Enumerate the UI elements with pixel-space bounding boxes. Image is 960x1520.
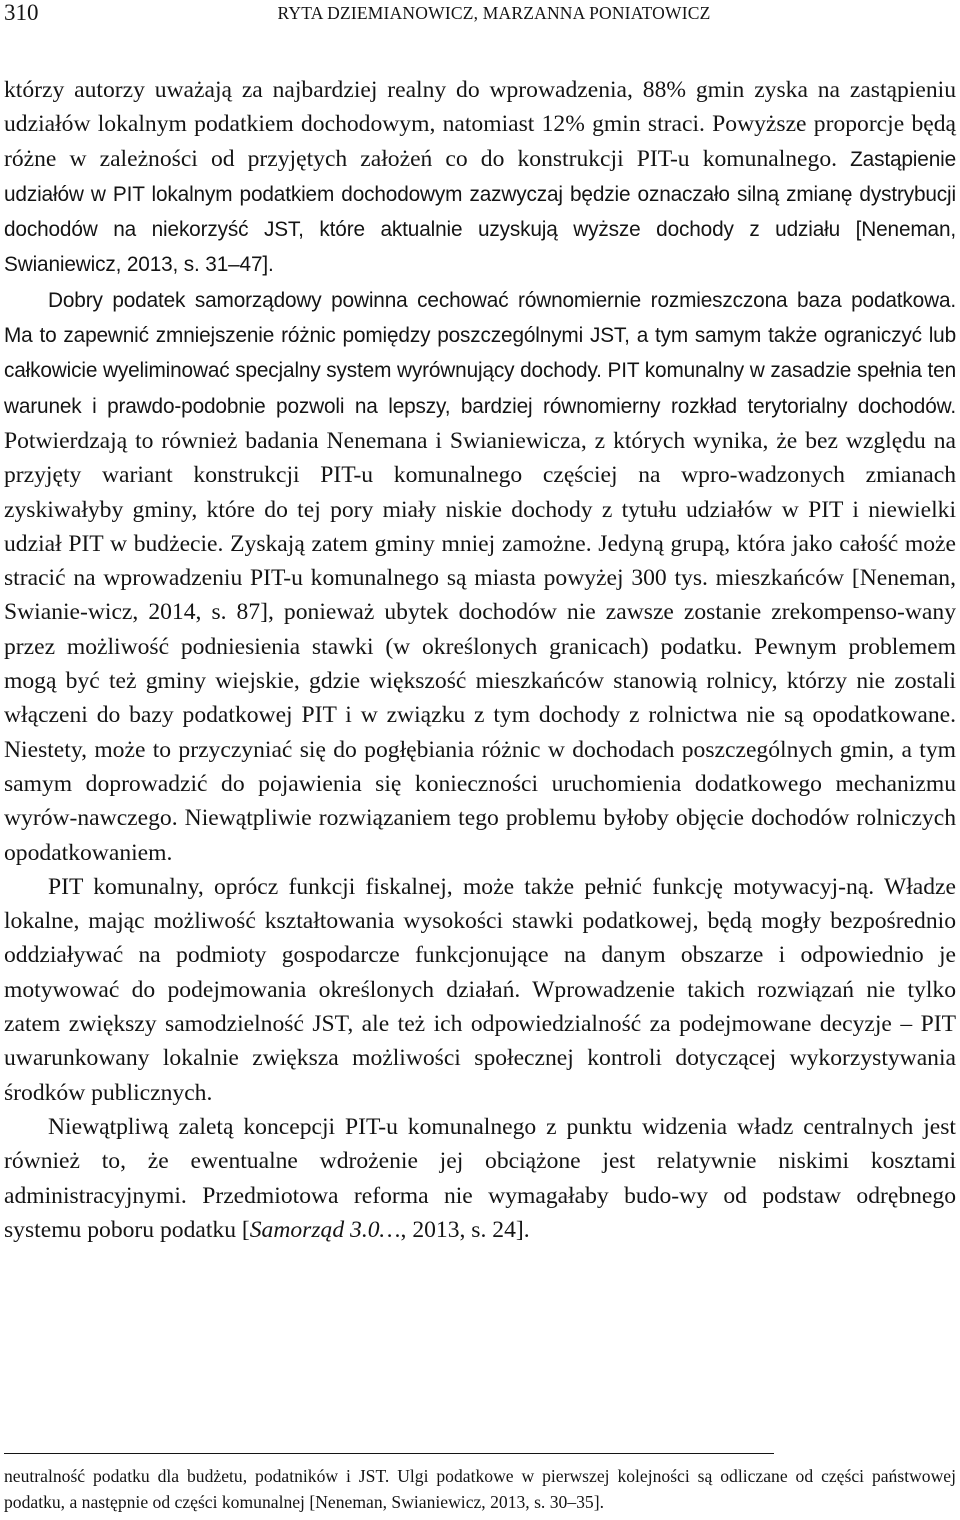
running-head: RYTA DZIEMIANOWICZ, MARZANNA PONIATOWICZ bbox=[277, 3, 711, 23]
citation-title: Samorząd 3.0… bbox=[249, 1216, 401, 1243]
footnote-separator bbox=[4, 1453, 774, 1454]
paragraph-1-sans-part: Zastąpienie udziałów w PIT lokalnym podatkiem dochodowym zazwyczaj będzie oznaczało silną zmianę dystrybucji dochodów na niekorzyść JST, które aktualnie uzyskują wyższe dochody z udziału [Neneman, Swianiewicz, 2013, s. 31–47]. bbox=[4, 147, 956, 277]
page-header bbox=[4, 0, 956, 28]
paragraph-1-serif-part: którzy autorzy uważają za najbardziej realny do wprowadzenia, 88% gmin zyska na zastąpieniu udziałów lokalnym podatkiem dochodowym, natomiast 12% gmin straci. Powyższe proporcje będą różne w zależności od przyjętych założeń co do konstrukcji PIT-u komunalnego. bbox=[4, 77, 956, 172]
paragraph-4 bbox=[4, 1110, 956, 1247]
paragraph-2-serif-part: Potwierdzają to również badania Nenemana i Swianiewicza, z których wynika, że bez względu na przyjęty wariant konstrukcji PIT-u komunalnego częściej na wpro-wadzonych zmianach zyskiwałyby gminy, które do tej pory miały niskie dochody z tytułu udziałów w PIT i niewielki udział PIT w budżecie. Zyskają zatem gminy mniej zamożne. Jedyną grupą, która jako całość może stracić na wprowadzeniu PIT-u komunalnego są miasta powyżej 300 tys. mieszkańców [Neneman, Swianie-wicz, 2014, s. 87], ponieważ ubytek dochodów nie zawsze zostanie zrekompenso-wany przez możliwość podniesienia stawki (w określonych granicach) podatku. Pewnym problemem mogą być też gminy wiejskie, gdzie większość mieszkańców stanowią rolnicy, którzy nie zostali włączeni do bazy podatkowej PIT i w związku z tym dochody z rolnictwa nie są opodatkowane. Niestety, może to przyczyniać się do pogłębiania różnic w dochodach poszczególnych gmin, a tym samym doprowadzić do pojawienia się konieczności uruchomienia dodatkowego mechanizmu wyrów-nawczego. Niewątpliwie rozwiązaniem tego problemu byłoby objęcie dochodów rolniczych opodatkowaniem. bbox=[4, 427, 956, 866]
footnote: neutralność podatku dla budżetu, podatników i JST. Ulgi podatkowe w pierwszej kolejności są odliczane od części państwowej podatku, a następnie od części komunalnej [Neneman, Swianiewicz, 2013, s. 30–35]. bbox=[4, 1466, 956, 1513]
paragraph-2 bbox=[4, 283, 956, 870]
paragraph-4-text: Niewątpliwą zaletą koncepcji PIT-u komunalnego z punktu widzenia władz centralnych jest również to, że ewentualne wdrożenie jej obciążone jest relatywnie niskimi kosztami administracyjnymi. Przedmiotowa reforma nie wymagałaby budo-wy od podstaw odrębnego systemu poboru podatku [ bbox=[4, 1113, 956, 1243]
paragraph-2-sans-part: Dobry podatek samorządowy powinna cechować równomiernie rozmieszczona baza podatkowa. Ma to zapewnić zmniejszenie różnic pomiędzy poszczególnymi JST, a tym samym także ograniczyć lub całkowicie wyeliminować specjalny system wyrównujący dochody. PIT komunalny w zasadzie spełnia ten warunek i prawdo-podobnie pozwoli na lepszy, bardziej równomierny rozkład terytorialny dochodów. bbox=[4, 288, 956, 418]
paragraph-4-citation-end: , 2013, s. 24]. bbox=[400, 1216, 530, 1243]
paragraph-3: PIT komunalny, oprócz funkcji fiskalnej, może także pełnić funkcję motywacyj-ną. Władze lokalne, mając możliwość kształtowania wysokości stawki podatkowej, będą mogły bezpośrednio oddziaływać na podmioty gospodarcze funkcjonujące na danym obszarze i odpowiednio je motywować do podejmowania określonych działań. Wprowadzenie takich rozwiązań nie tylko zatem zwiększy samodzielność JST, ale też ich odpowiedzialność za podejmowane decyzje – PIT uwarunkowany lokalnie zwiększa możliwości społecznej kontroli dotyczącej wykorzystywania środków publicznych. bbox=[4, 873, 956, 1106]
body-text bbox=[4, 73, 956, 1247]
page-number: 310 bbox=[4, 0, 39, 25]
paragraph-1 bbox=[4, 73, 956, 283]
